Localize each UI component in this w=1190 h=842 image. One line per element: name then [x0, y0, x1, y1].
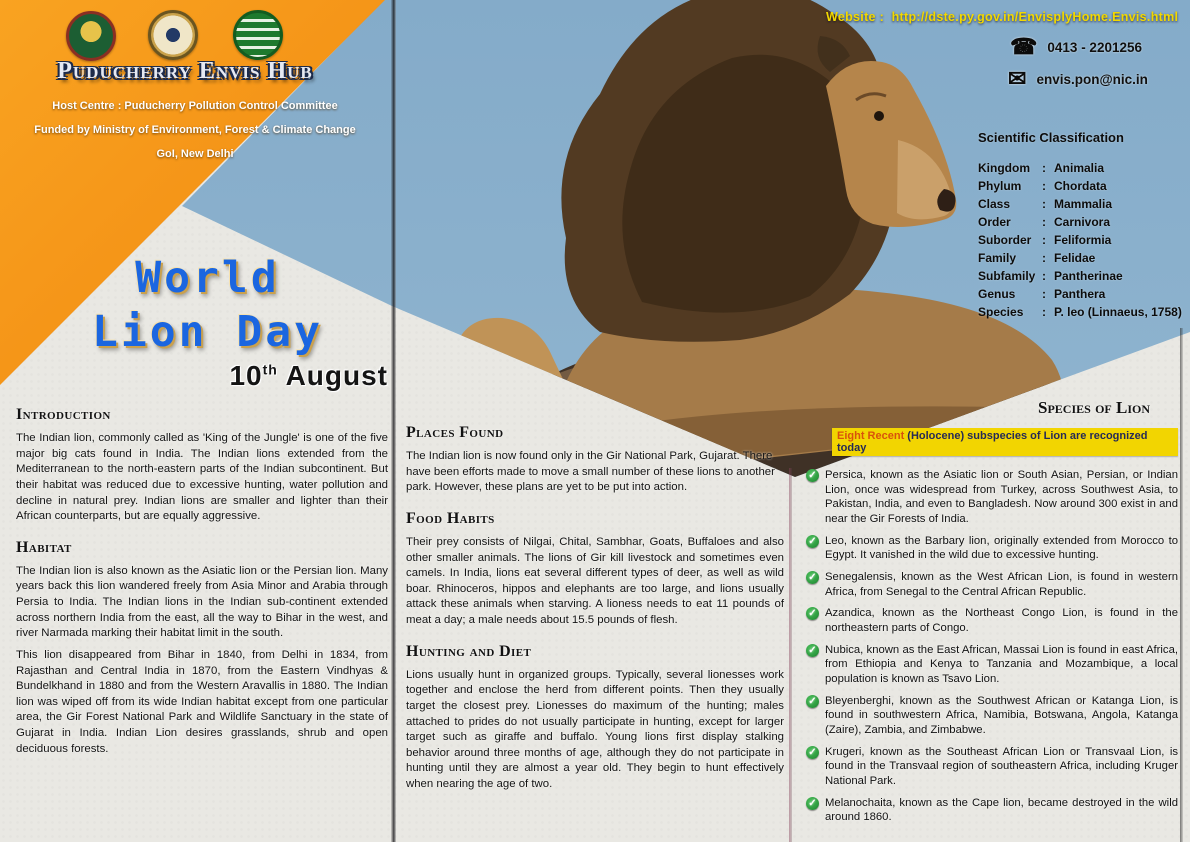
section-title-hunting-and-diet: Hunting and Diet	[406, 642, 532, 660]
right-column	[806, 398, 1178, 832]
check-icon	[806, 695, 819, 708]
event-title-line1: World	[135, 253, 280, 303]
species-item: ✓ Nubica, known as the East African, Massai Lion is found in east Africa, from Ethiopia and Kenya to Tanzania and Mozambique, a local population is known as Tsavo Lion.	[806, 643, 1178, 687]
species-item: ✓ Bleyenberghi, known as the Southwest African or Katanga Lion, is found in southwestern Africa, Namibia, Botswana, Angola, Katanga (Zaire), Zambia, and Zimbabwe.	[806, 694, 1178, 738]
section-title-introduction: Introduction	[16, 406, 111, 423]
check-icon	[806, 746, 819, 759]
species-item: ✓ Leo, known as the Barbary lion, originally extended from Morocco to Egypt. It vanished in the wild due to excessive hunting.	[806, 534, 1178, 563]
funded-by-line: Funded by Ministry of Environment, Forest & Climate Change	[34, 124, 356, 136]
envelope-icon: ✉	[1008, 66, 1027, 91]
check-icon	[806, 535, 819, 548]
classification-row: Genus : Panthera	[978, 287, 1106, 301]
government-emblem-logo	[148, 10, 198, 60]
species-item: ✓ Azandica, known as the Northeast Congo Lion, is found in the northeastern parts of Congo.	[806, 606, 1178, 635]
envis-logo	[233, 10, 283, 60]
fold-line-left	[391, 0, 396, 842]
event-date	[170, 360, 388, 392]
ppcc-logo	[66, 11, 116, 61]
host-centre-line: Host Centre : Puducherry Pollution Control Committee	[52, 100, 338, 112]
species-item: ✓ Senegalensis, known as the West African Lion, is found in western Africa, from Senegal to the Central African Republic.	[806, 570, 1178, 599]
website-label: Website :	[826, 10, 885, 24]
section-title-food-habits: Food Habits	[406, 509, 495, 527]
species-item: ✓ Melanochaita, known as the Cape lion, became destroyed in the wild around 1860.	[806, 796, 1178, 825]
classification-row: Phylum : Chordata	[978, 179, 1107, 193]
classification-row: Species : P. leo (Linnaeus, 1758)	[978, 305, 1182, 319]
middle-column	[406, 424, 784, 799]
check-icon	[806, 797, 819, 810]
introduction-text: The Indian lion, commonly called as 'King of the Jungle' is one of the five major big cats found in India. The Indian lions extended from the Mediterranean to the north-eastern parts of the Indian subcontinent. But their habitat was reduced due to excessive hunting, water pollution and decline in natural prey. Indian lions are smaller and lighter than their African counterparts, but are equally aggressive.	[16, 432, 388, 523]
event-title-line2: Lion Day	[91, 306, 324, 357]
date-suffix: th	[262, 361, 278, 378]
hunting-and-diet-text: Lions usually hunt in organized groups. Typically, several lionesses work together and enclose the herd from different points. Then they usually target the closest prey. Lionesses do maximum of the hunting; males attached to prides do not usually participate in hunting, except for larger target such as giraffe and buffalo. Young lions first display stalking behavior around three months of age, although they do not participate in hunting until they are almost a year old. They begin to hunt effectively when nearing the age of two.	[406, 668, 784, 790]
section-title-places-found: Places Found	[406, 424, 504, 441]
species-list	[806, 468, 1178, 825]
classification-row: Class : Mammalia	[978, 197, 1113, 211]
species-note-highlight	[832, 428, 1178, 456]
classification-title: Scientific Classification	[978, 130, 1124, 145]
phone-icon: ☎	[1010, 34, 1038, 59]
scientific-classification	[978, 130, 1183, 321]
species-note-rest: (Holocene) subspecies of Lion are recognized today	[837, 430, 1148, 454]
email-row	[1008, 68, 1148, 90]
places-found-text: The Indian lion is now found only in the Gir National Park, Gujarat. There have been efforts made to move a small number of these lions to another park. However, these plans are yet to be put into action.	[406, 450, 775, 494]
date-number: 10	[229, 360, 263, 391]
classification-row: Kingdom : Animalia	[978, 161, 1105, 175]
classification-row: Family : Felidae	[978, 251, 1096, 265]
species-note-prefix: Eight Recent	[837, 430, 905, 442]
habitat-text-2: This lion disappeared from Bihar in 1840, from Delhi in 1834, from Rajasthan and Central India in 1870, from the Eastern Vindhyas & Bundelkhand in 1880 and from the Western Aravallis in 1880. The Indian lion was wiped off from its wide Indian habitat except from one particular area, the Gir Forest National Park and Wildlife Sanctuary in the state of Gujarat in India. Indian Lion desires grasslands, shrub and open deciduous forests.	[16, 648, 388, 755]
page-edge-right	[1180, 328, 1183, 842]
species-item: ✓ Persica, known as the Asiatic lion or South Asian, Persian, or Indian Lion, once was widespread from Turkey, across Southwest Asia, to Pakistan, India, and even to Bangladesh. Now around 300 exist in and near the Gir Forests of India.	[806, 468, 1178, 527]
classification-row: Subfamily : Pantherinae	[978, 269, 1123, 283]
email-address[interactable]: envis.pon@nic.in	[1036, 71, 1148, 87]
left-column	[16, 406, 388, 763]
check-icon	[806, 571, 819, 584]
section-title-species-of-lion: Species of Lion	[1038, 398, 1150, 417]
classification-row: Order : Carnivora	[978, 215, 1111, 229]
event-title	[55, 252, 360, 360]
phone-number: 0413 - 2201256	[1047, 39, 1142, 55]
check-icon	[806, 607, 819, 620]
species-item: ✓ Krugeri, known as the Southeast African Lion or Transvaal Lion, is found in the Transvaal region of southeastern Africa, including Kruger National Park.	[806, 745, 1178, 789]
phone-row	[1010, 36, 1142, 58]
goi-line: GoI, New Delhi	[156, 148, 234, 160]
org-name: Puducherry Envis Hub	[57, 58, 313, 84]
check-icon	[806, 469, 819, 482]
food-habits-text: Their prey consists of Nilgai, Chital, Sambhar, Goats, Buffaloes and also other smaller animals. The lions of Gir kill livestock and sometimes even camels. In India, lions eat several different types of deer, as well as wild boar. Rhinoceros, hippos and elephants are too large, and lions usually attack these animals when starving. A lioness needs to eat 11 pounds of meat a day; a male needs about 15.5 pounds of flesh.	[406, 535, 784, 626]
website-url[interactable]: http://dste.py.gov.in/EnvisplyHome.Envis.html	[891, 10, 1179, 24]
date-month: August	[277, 360, 388, 391]
website-link[interactable]	[826, 10, 1178, 24]
check-icon	[806, 644, 819, 657]
classification-row: Suborder : Feliformia	[978, 233, 1112, 247]
habitat-text: The Indian lion is also known as the Asiatic lion or the Persian lion. Many years back this lion wandered freely from Asia Minor and Arabia through Persia to India. The Indian lions in the Indian sub-continent extended across northern India from the east, all the way to Bihar in the west, and river Narmada marking their habitat limit in the south.	[16, 564, 388, 640]
section-title-habitat: Habitat	[16, 538, 72, 556]
fold-line-middle	[789, 468, 792, 842]
